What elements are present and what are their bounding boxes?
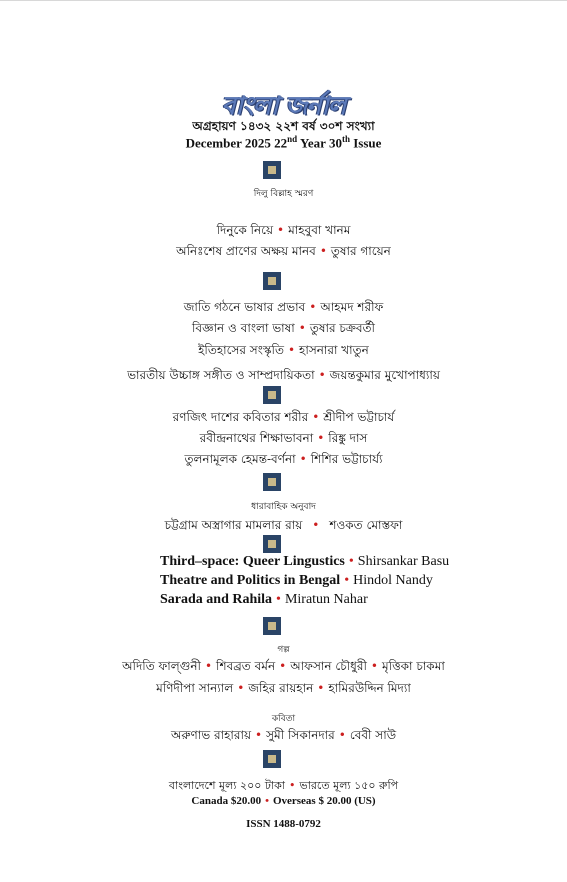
bullet-icon: •: [276, 592, 281, 607]
toc-entry[interactable]: [0, 320, 567, 340]
bullet-icon: •: [312, 410, 320, 424]
english-entries: [160, 554, 449, 611]
bullet-icon: •: [255, 728, 263, 742]
entry-author: মৃত্তিকা চাকমা: [381, 659, 445, 673]
entry-author: তুষার গায়েন: [330, 244, 391, 258]
bullet-icon: •: [338, 728, 346, 742]
toc-entry[interactable]: [0, 299, 567, 319]
section-story: গল্প: [277, 645, 290, 655]
toc-entry[interactable]: [0, 658, 567, 678]
bullet-icon: •: [298, 321, 306, 335]
issue-sup: nd: [287, 134, 298, 144]
toc-entry[interactable]: [0, 430, 567, 450]
section-divider-icon: [263, 535, 281, 553]
price-line-bengali: [0, 777, 567, 796]
entry-author: শিবব্রত বর্মন: [216, 659, 276, 673]
entry-title: বিজ্ঞান ও বাংলা ভাষা: [191, 321, 295, 335]
bullet-icon: •: [318, 368, 326, 382]
entry-author: সুমী সিকানদার: [266, 728, 335, 742]
price-bangladesh: বাংলাদেশে মূল্য ২০০ টাকা: [168, 779, 285, 792]
entry-author: Shirsankar Basu: [357, 554, 450, 569]
section-divider-icon: [263, 161, 281, 179]
bullet-icon: •: [289, 779, 296, 792]
price-overseas: Overseas $ 20.00 (US): [272, 795, 376, 807]
section-divider-icon: [263, 617, 281, 635]
toc-entry[interactable]: [0, 517, 567, 537]
issue-line-english: [0, 134, 567, 151]
entry-title: ভারতীয় উচ্চাঙ্গ সঙ্গীত ও সাম্প্রদায়িকতা: [127, 368, 315, 382]
issue-line-bengali: অগ্রহায়ণ ১৪৩২ ২২শ বর্ষ ৩০শ সংখ্যা: [192, 119, 375, 133]
entry-author: অরুণাভ রাহারায়: [170, 728, 252, 742]
entry-title: Theatre and Politics in Bengal: [160, 573, 341, 588]
bullet-icon: •: [319, 244, 327, 258]
issue-label: Issue: [349, 135, 382, 151]
issue-sup: th: [341, 134, 350, 144]
entry-title: রণজিৎ দাশের কবিতার শরীর: [172, 410, 309, 424]
issn: ISSN 1488-0792: [246, 818, 321, 830]
toc-entry[interactable]: [0, 680, 567, 700]
entry-title: তুলনামূলক হেমন্ত-বর্ণনা: [184, 452, 296, 466]
entry-title: চট্টগ্রাম অস্ত্রাগার মামলার রায়: [164, 518, 303, 532]
section-divider-icon: [263, 386, 281, 404]
top-border: [0, 0, 567, 1]
toc-entry[interactable]: [0, 342, 567, 362]
entry-title: Third–space: Queer Lingustics: [160, 554, 345, 569]
entry-author: Hindol Nandy: [353, 573, 433, 588]
entry-author: তুষার চক্রবর্তী: [309, 321, 375, 335]
section-divider-icon: [263, 473, 281, 491]
entry-author: মাহবুবা খানম: [288, 223, 351, 237]
toc-entry[interactable]: [0, 727, 567, 747]
toc-entry[interactable]: [0, 243, 567, 263]
entry-title: Sarada and Rahila: [160, 592, 273, 607]
entry-title: ইতিহাসের সংস্কৃতি: [198, 343, 284, 357]
bullet-icon: •: [317, 681, 325, 695]
issue-date: December 2025 22: [185, 135, 288, 151]
entry-author: মণিদীপা সান্যাল: [156, 681, 234, 695]
bullet-icon: •: [299, 452, 307, 466]
entry-title: জাতি গঠনে ভাষার প্রভাব: [183, 300, 306, 314]
bullet-icon: •: [370, 659, 378, 673]
entry-author: শিশির ভট্টাচার্য্য: [310, 452, 383, 466]
entry-author: শ্রীদীপ ভট্টাচার্য: [323, 410, 395, 424]
entry-author: হাসনারা খাতুন: [299, 343, 369, 357]
bullet-icon: •: [344, 573, 350, 588]
price-line-english: [0, 795, 567, 807]
bullet-icon: •: [204, 659, 213, 673]
entry-author: অদিতি ফাল্গুনী: [122, 659, 201, 673]
toc-entry[interactable]: [160, 554, 449, 573]
entry-author: শওকত মোস্তফা: [329, 518, 403, 532]
bullet-icon: •: [279, 659, 287, 673]
entry-author: Miratun Nahar: [284, 592, 368, 607]
toc-entry[interactable]: [0, 451, 567, 471]
price-india: ভারতে মূল্য ১৫০ রুপি: [299, 779, 399, 792]
entry-title: অনিঃশেষ প্রাণের অক্ষয় মানব: [176, 244, 316, 258]
section-poetry: কবিতা: [271, 714, 296, 724]
entry-author: জয়ন্তকুমার মুখোপাধ্যায়: [329, 368, 440, 382]
bullet-icon: •: [348, 554, 354, 569]
toc-entry[interactable]: [160, 573, 449, 592]
entry-author: হামিরউদ্দিন মিদ্যা: [328, 681, 411, 695]
entry-author: জহির রায়হান: [248, 681, 314, 695]
bullet-icon: •: [317, 431, 325, 445]
toc-entry[interactable]: [0, 222, 567, 242]
bullet-icon: •: [277, 223, 285, 237]
bullet-icon: •: [287, 343, 296, 357]
bullet-icon: •: [237, 681, 245, 695]
section-memorial: দিলু বিল্লাহ স্মরণ: [253, 189, 314, 199]
entry-author: রিঙ্কু দাস: [328, 431, 368, 445]
section-divider-icon: [263, 272, 281, 290]
entry-title: রবীন্দ্রনাথের শিক্ষাভাবনা: [199, 431, 314, 445]
bullet-icon: •: [265, 795, 269, 807]
entry-author: বেবী সাউ: [349, 728, 397, 742]
toc-entry[interactable]: [0, 409, 567, 429]
toc-entry[interactable]: [160, 592, 449, 611]
entry-author: আফসান চৌধুরী: [290, 659, 367, 673]
entry-author: আহমদ শরীফ: [320, 300, 384, 314]
issue-year: Year 30: [297, 135, 342, 151]
toc-entry[interactable]: [0, 367, 567, 387]
bullet-icon: •: [309, 300, 317, 314]
price-canada: Canada $20.00: [191, 795, 262, 807]
journal-logo: বাংলা জর্নাল: [221, 91, 346, 120]
section-divider-icon: [263, 750, 281, 768]
section-serial: ধারাবাহিক অনুবাদ: [251, 502, 316, 512]
entry-title: দিনুকে নিয়ে: [216, 223, 274, 237]
bullet-icon: •: [312, 518, 320, 532]
